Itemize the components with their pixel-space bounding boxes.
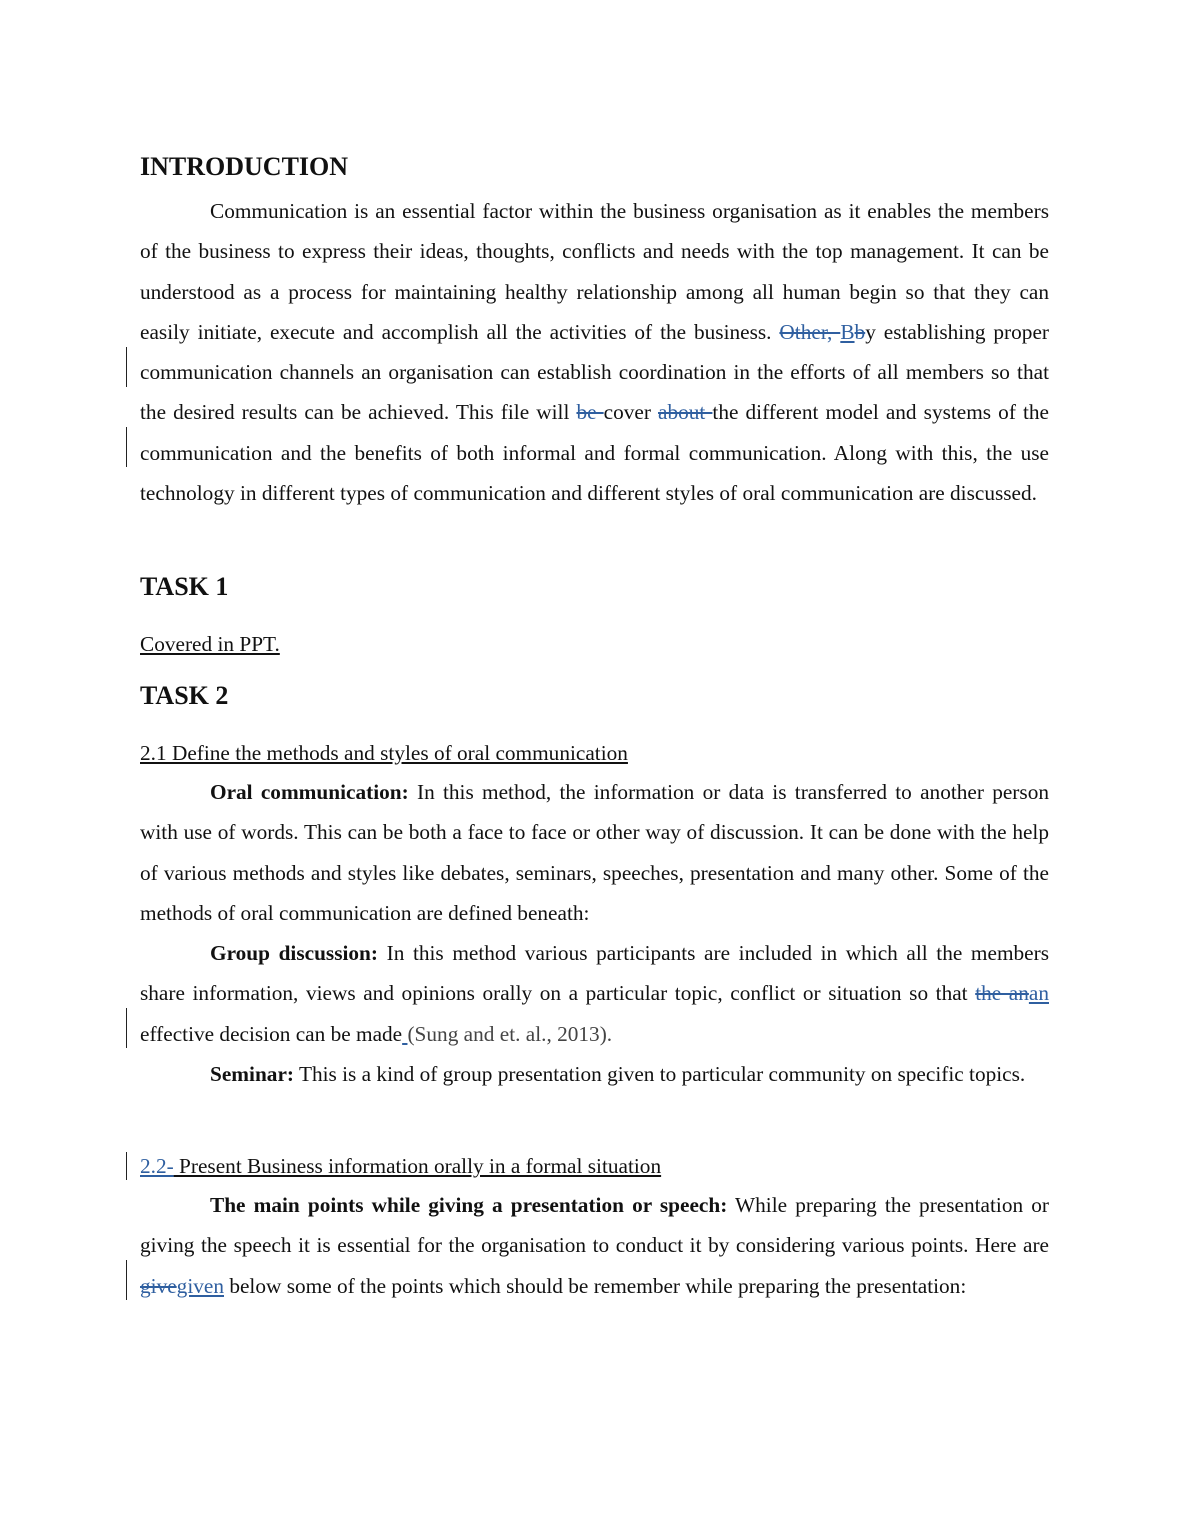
task1-note: Covered in PPT. bbox=[140, 632, 280, 656]
change-bar bbox=[126, 1260, 127, 1300]
main-text: While preparing the presentation or giving the speech it is essential for the organisation to conduct it by considering various points. Here are bbox=[140, 1193, 1049, 1258]
deleted-text: be bbox=[576, 400, 604, 425]
section-2-1-title: 2.1 Define the methods and styles of oral communication bbox=[140, 741, 628, 765]
change-bar bbox=[126, 1152, 127, 1180]
heading-introduction: INTRODUCTION bbox=[140, 152, 349, 181]
inserted-text: 2.2- bbox=[140, 1154, 174, 1178]
oral-label: Oral communication: bbox=[210, 780, 409, 804]
seminar-paragraph bbox=[140, 1054, 1049, 1094]
group-text: effective decision can be made bbox=[140, 1021, 403, 1046]
main-points-label: The main points while giving a presentation or speech: bbox=[210, 1193, 728, 1217]
section-2-2-title bbox=[140, 1151, 661, 1181]
inserted-text: B bbox=[840, 319, 855, 344]
seminar-label: Seminar: bbox=[210, 1062, 294, 1086]
deleted-text: b bbox=[854, 319, 866, 344]
intro-text: Communication is an essential factor within the business organisation as it enables the members of the business to express their ideas, thoughts, conflicts and needs with the top management. It can be understood as a process for maintaining healthy relationship among all human begin so that they can easily initiate, execute and accomplish all the activities of the business. bbox=[140, 199, 1049, 344]
section-2-2-title-text: Present Business information orally in a formal situation bbox=[173, 1154, 662, 1178]
heading-task-1: TASK 1 bbox=[140, 572, 229, 601]
change-bar bbox=[126, 427, 127, 467]
seminar-text: This is a kind of group presentation given to particular community on specific topics. bbox=[294, 1062, 1026, 1086]
main-text: below some of the points which should be remember while preparing the presentation: bbox=[224, 1273, 967, 1298]
intro-text: the different model and systems of the communication and the benefits of both informal and formal communication. Along with this, the use technology in different types of communication and different styles of oral communication are discussed. bbox=[140, 400, 1050, 506]
change-bar bbox=[126, 347, 127, 387]
presentation-points-paragraph bbox=[140, 1185, 1049, 1306]
oral-communication-paragraph bbox=[140, 772, 1049, 933]
deleted-text: give bbox=[140, 1273, 177, 1298]
group-discussion-paragraph bbox=[140, 933, 1049, 1054]
group-label: Group discussion: bbox=[210, 941, 378, 965]
deleted-text: Other, bbox=[779, 319, 841, 344]
group-text: In this method various participants are included in which all the members share information, views and opinions orally on a particular topic, conflict or situation so that bbox=[140, 941, 1049, 1006]
oral-text: In this method, the information or data is transferred to another person with use of words. This can be both a face to face or other way of discussion. It can be done with the help of various methods and styles like debates, seminars, speeches, presentation and many other. Some of the methods of oral communication are defined beneath: bbox=[140, 780, 1049, 925]
intro-paragraph bbox=[140, 191, 1049, 513]
inserted-text: an bbox=[1028, 981, 1049, 1006]
citation: (Sung and et. al., 2013). bbox=[407, 1021, 613, 1046]
intro-text: y establishing proper communication channels an organisation can establish coordination in the efforts of all members so that the desired results can be achieved. This file will bbox=[140, 319, 1049, 425]
heading-task-2: TASK 2 bbox=[140, 681, 229, 710]
deleted-text: the an bbox=[975, 981, 1029, 1006]
intro-text: cover bbox=[603, 400, 659, 425]
deleted-text: about bbox=[658, 400, 713, 425]
inserted-text: given bbox=[176, 1273, 224, 1298]
change-bar bbox=[126, 1008, 127, 1048]
